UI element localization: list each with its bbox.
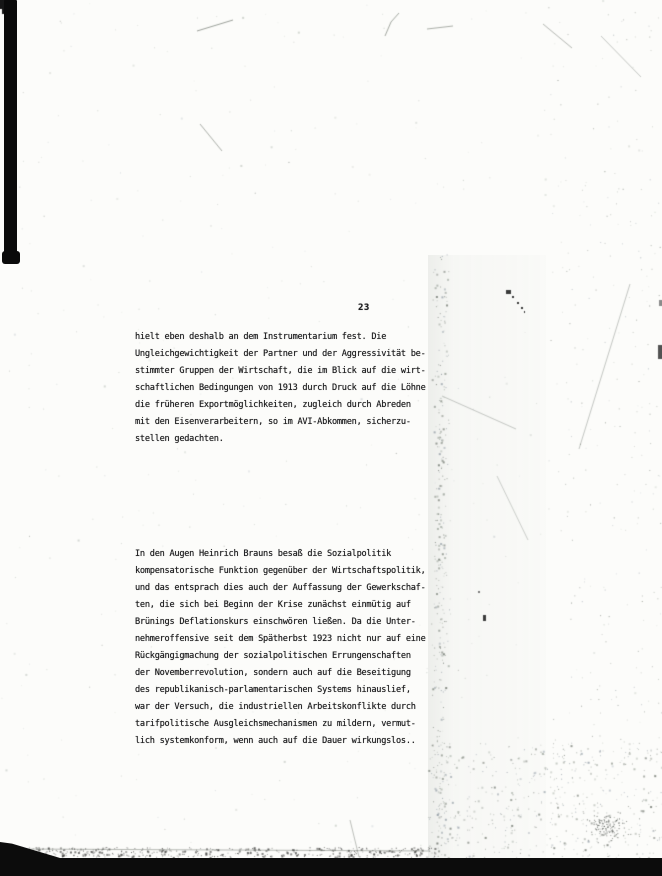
- text-line: In den Augen Heinrich Brauns besaß die Sozialpolitik: [135, 549, 392, 559]
- scan-edge-bar-tip: [2, 251, 20, 264]
- text-line: stellen gedachten.: [135, 434, 224, 444]
- text-line: und das entsprach dies auch der Auffassung der Gewerkschaf-: [135, 583, 426, 593]
- scan-shadow-band: [428, 255, 546, 876]
- text-line: lich systemkonform, wenn auch auf die Dauer wirkungslos..: [135, 736, 416, 746]
- text-line: kompensatorische Funktion gegenüber der Wirtschaftspolitik,: [135, 566, 426, 576]
- text-line: der Novemberrevolution, sondern auch auf die Beseitigung: [135, 668, 411, 678]
- text-line: Brünings Deflationskurs einschwören ließen. Da die Unter-: [135, 617, 416, 627]
- scan-bottom-bar: [0, 858, 662, 876]
- text-line: hielt eben deshalb an dem Instrumentarium fest. Die: [135, 332, 387, 342]
- text-line: war der Versuch, die industriellen Arbeitskonflikte durch: [135, 702, 416, 712]
- text-line: ten, die sich bei Beginn der Krise zunächst einmütig auf: [135, 600, 411, 610]
- text-line: stimmter Gruppen der Wirtschaft, die im Blick auf die wirt-: [135, 366, 426, 376]
- scan-edge-bar: [4, 0, 17, 263]
- paragraph-2: [135, 546, 426, 750]
- text-line: Ungleichgewichtigkeit der Partner und der Aggressivität be-: [135, 349, 426, 359]
- page-number: 23: [358, 303, 370, 313]
- text-line: die früheren Exportmöglichkeiten, zugleich durch Abreden: [135, 400, 411, 410]
- text-line: mit den Eisenverarbeitern, so im AVI-Abkommen, sicherzu-: [135, 417, 411, 427]
- text-line: nehmeroffensive seit dem Spätherbst 1923 nicht nur auf eine: [135, 634, 426, 644]
- text-line: des republikanisch-parlamentarischen Systems hinauslief,: [135, 685, 411, 695]
- paragraph-1: [135, 329, 426, 448]
- text-line: Rückgängigmachung der sozialpolitischen Errungenschaften: [135, 651, 411, 661]
- text-line: schaftlichen Bedingungen von 1913 durch Druck auf die Löhne: [135, 383, 426, 393]
- text-line: tarifpolitische Ausgleichsmechanismen zu mildern, vermut-: [135, 719, 416, 729]
